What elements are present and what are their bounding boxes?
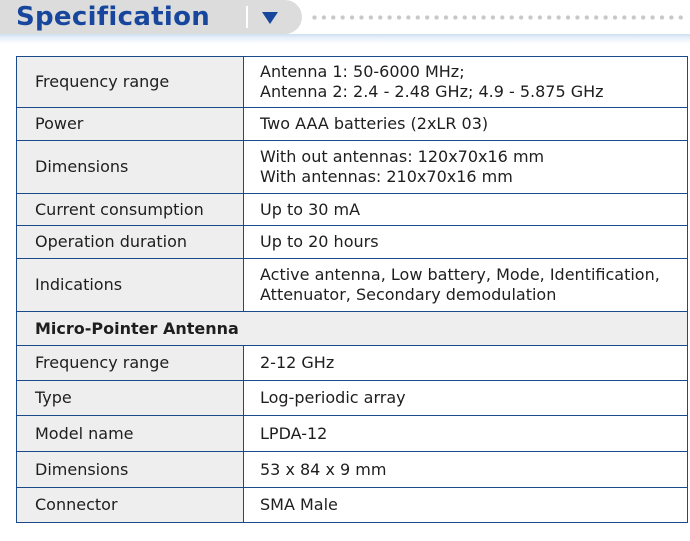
- row-value: LPDA-12: [244, 416, 688, 452]
- table-row: [17, 488, 688, 523]
- row-label: Power: [17, 108, 244, 141]
- section-title: Micro-Pointer Antenna: [17, 312, 688, 346]
- row-value: 53 x 84 x 9 mm: [244, 452, 688, 488]
- spec-header: [0, 0, 690, 60]
- row-label: Dimensions: [17, 141, 244, 194]
- table-row: [17, 346, 688, 381]
- table-row: [17, 57, 688, 108]
- table-row: [17, 416, 688, 452]
- row-label: Type: [17, 381, 244, 416]
- table-row: [17, 226, 688, 259]
- row-value: SMA Male: [244, 488, 688, 523]
- tab-separator: [246, 6, 248, 28]
- row-label: Frequency range: [17, 57, 244, 108]
- table-row: [17, 381, 688, 416]
- row-label: Indications: [17, 259, 244, 312]
- table-row: [17, 141, 688, 194]
- dotted-rule: [312, 15, 688, 20]
- row-label: Model name: [17, 416, 244, 452]
- row-label: Operation duration: [17, 226, 244, 259]
- row-label: Frequency range: [17, 346, 244, 381]
- triangle-down-icon[interactable]: [262, 12, 278, 24]
- row-value: Active antenna, Low battery, Mode, Identification, Attenuator, Secondary demodulation: [244, 259, 688, 312]
- row-label: Current consumption: [17, 194, 244, 226]
- row-value: Up to 20 hours: [244, 226, 688, 259]
- spec-title: Specification: [16, 2, 211, 32]
- row-value: Log-periodic array: [244, 381, 688, 416]
- row-value: 2-12 GHz: [244, 346, 688, 381]
- row-value: With out antennas: 120x70x16 mm With antennas: 210x70x16 mm: [244, 141, 688, 194]
- table-row: [17, 452, 688, 488]
- table-row: [17, 194, 688, 226]
- table-row: [17, 108, 688, 141]
- section-row: [17, 312, 688, 346]
- row-label: Dimensions: [17, 452, 244, 488]
- row-value: Up to 30 mA: [244, 194, 688, 226]
- spec-table: [16, 56, 688, 523]
- spec-tab[interactable]: [0, 0, 302, 34]
- header-divider: [0, 34, 690, 44]
- row-label: Connector: [17, 488, 244, 523]
- row-value: Antenna 1: 50-6000 MHz; Antenna 2: 2.4 - 2.48 GHz; 4.9 - 5.875 GHz: [244, 57, 688, 108]
- row-value: Two AAA batteries (2xLR 03): [244, 108, 688, 141]
- table-row: [17, 259, 688, 312]
